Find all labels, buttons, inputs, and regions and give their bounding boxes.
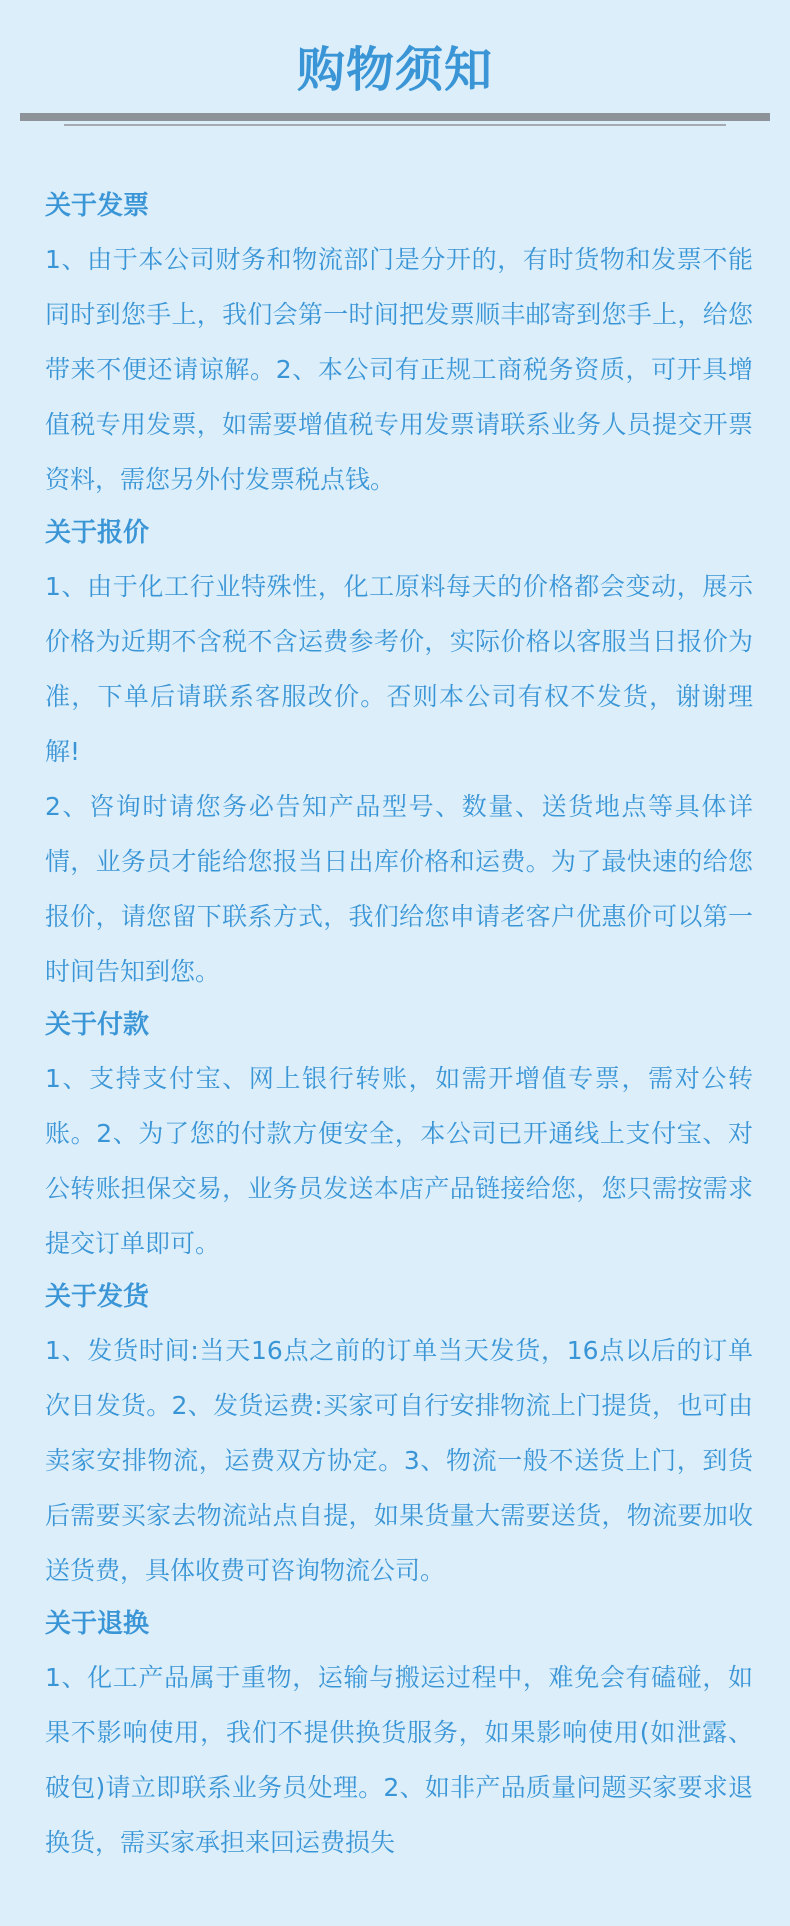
section-payment xyxy=(45,999,753,1271)
section-heading: 关于发货 xyxy=(45,1282,150,1312)
section-heading: 关于退换 xyxy=(45,1609,150,1639)
section-paragraph: 1、支持支付宝、网上银行转账，如需开增值专票，需对公转账。2、为了您的付款方便安全，本公司已开通线上支付宝、对公转账担保交易，业务员发送本店产品链接给您，您只需按需求提交订单即可。 xyxy=(45,1064,753,1258)
page-title: 购物须知 xyxy=(296,42,493,98)
section-heading: 关于报价 xyxy=(45,518,150,548)
section-heading: 关于付款 xyxy=(45,1010,150,1040)
section-paragraph: 1、发货时间:当天16点之前的订单当天发货，16点以后的订单次日发货。2、发货运费:买家可自行安排物流上门提货，也可由卖家安排物流，运费双方协定。3、物流一般不送货上门，到货后需要买家去物流站点自提，如果货量大需要送货，物流要加收送货费，具体收费可咨询物流公司。 xyxy=(45,1336,753,1585)
notice-content xyxy=(45,180,753,1870)
section-paragraph: 2、咨询时请您务必告知产品型号、数量、送货地点等具体详情，业务员才能给您报当日出库价格和运费。为了最快速的给您报价，请您留下联系方式，我们给您申请老客户优惠价可以第一时间告知到您。 xyxy=(45,792,753,986)
section-heading: 关于发票 xyxy=(45,191,150,221)
section-paragraph: 1、由于化工行业特殊性，化工原料每天的价格都会变动，展示价格为近期不含税不含运费参考价，实际价格以客服当日报价为准，下单后请联系客服改价。否则本公司有权不发货，谢谢理解! xyxy=(45,572,753,766)
section-shipping xyxy=(45,1271,753,1598)
title-divider-thick xyxy=(20,113,770,121)
title-divider-thin xyxy=(64,124,726,126)
section-paragraph: 1、由于本公司财务和物流部门是分开的，有时货物和发票不能同时到您手上，我们会第一时间把发票顺丰邮寄到您手上，给您带来不便还请谅解。2、本公司有正规工商税务资质，可开具增值税专用发票，如需要增值税专用发票请联系业务人员提交开票资料，需您另外付发票税点钱。 xyxy=(45,245,753,494)
section-invoice xyxy=(45,180,753,507)
section-paragraph: 1、化工产品属于重物，运输与搬运过程中，难免会有磕碰，如果不影响使用，我们不提供换货服务，如果影响使用(如泄露、破包)请立即联系业务员处理。2、如非产品质量问题买家要求退换货，需买家承担来回运费损失 xyxy=(45,1663,753,1857)
section-quote xyxy=(45,507,753,999)
section-returns xyxy=(45,1598,753,1870)
